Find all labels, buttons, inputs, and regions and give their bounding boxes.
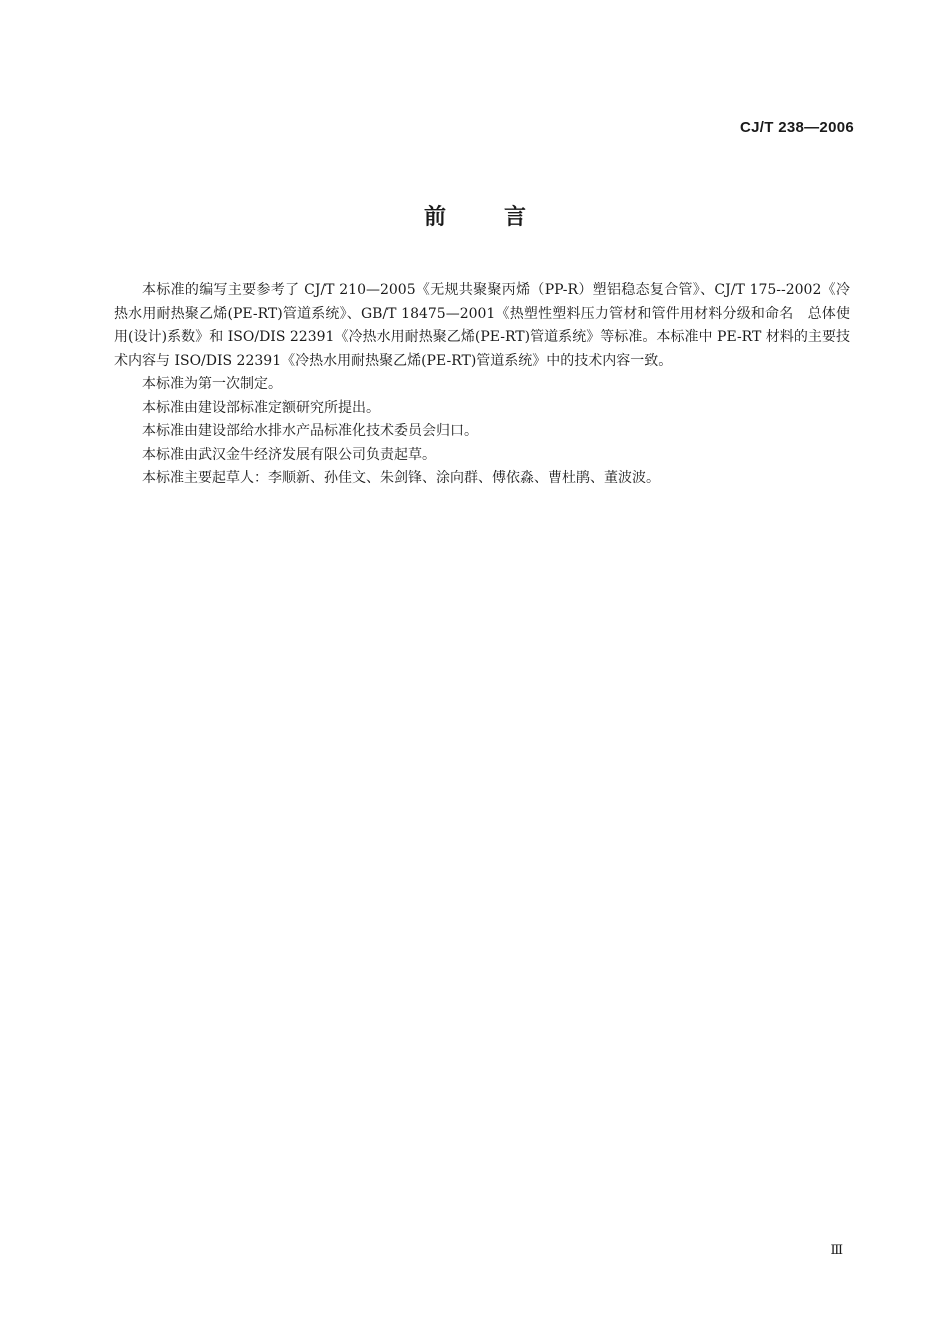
- paragraph-drafted-by: 本标准由武汉金牛经济发展有限公司负责起草。: [142, 446, 436, 463]
- page-title: 前言: [423, 205, 584, 230]
- paragraph-under-jurisdiction: 本标准由建设部给水排水产品标准化技术委员会归口。: [142, 423, 478, 439]
- page-number: Ⅲ: [830, 1243, 843, 1258]
- paragraph-references: 本标准的编写主要参考了 CJ/T 210—2005《无规共聚聚丙烯（PP-R）塑铝稳态复合管》、CJ/T 175--2002《冷热水用耐热聚乙烯(PE-RT)管道系统》、GB/T 18475—2001《热塑性塑料压力管材和管件用材料分级和命名 总体使用(设计)系数》和 ISO/DIS 22391《冷热水用耐热聚乙烯(PE-RT)管道系统》等标准。本标准中 PE-RT 材料的主要技术内容与 ISO/DIS 22391《冷热水用耐热聚乙烯(PE-RT)管道系统》中的技术内容一致。: [114, 282, 850, 369]
- preface-body: [114, 279, 850, 491]
- paragraph-proposed-by: 本标准由建设部标准定额研究所提出。: [142, 399, 380, 416]
- standard-code: CJ/T 238—2006: [740, 119, 854, 136]
- paragraph-main-drafters: 本标准主要起草人：李顺新、孙佳文、朱剑锋、涂向群、傅依淼、曹杜鹃、董波波。: [142, 470, 660, 486]
- paragraph-first-edition: 本标准为第一次制定。: [142, 376, 282, 392]
